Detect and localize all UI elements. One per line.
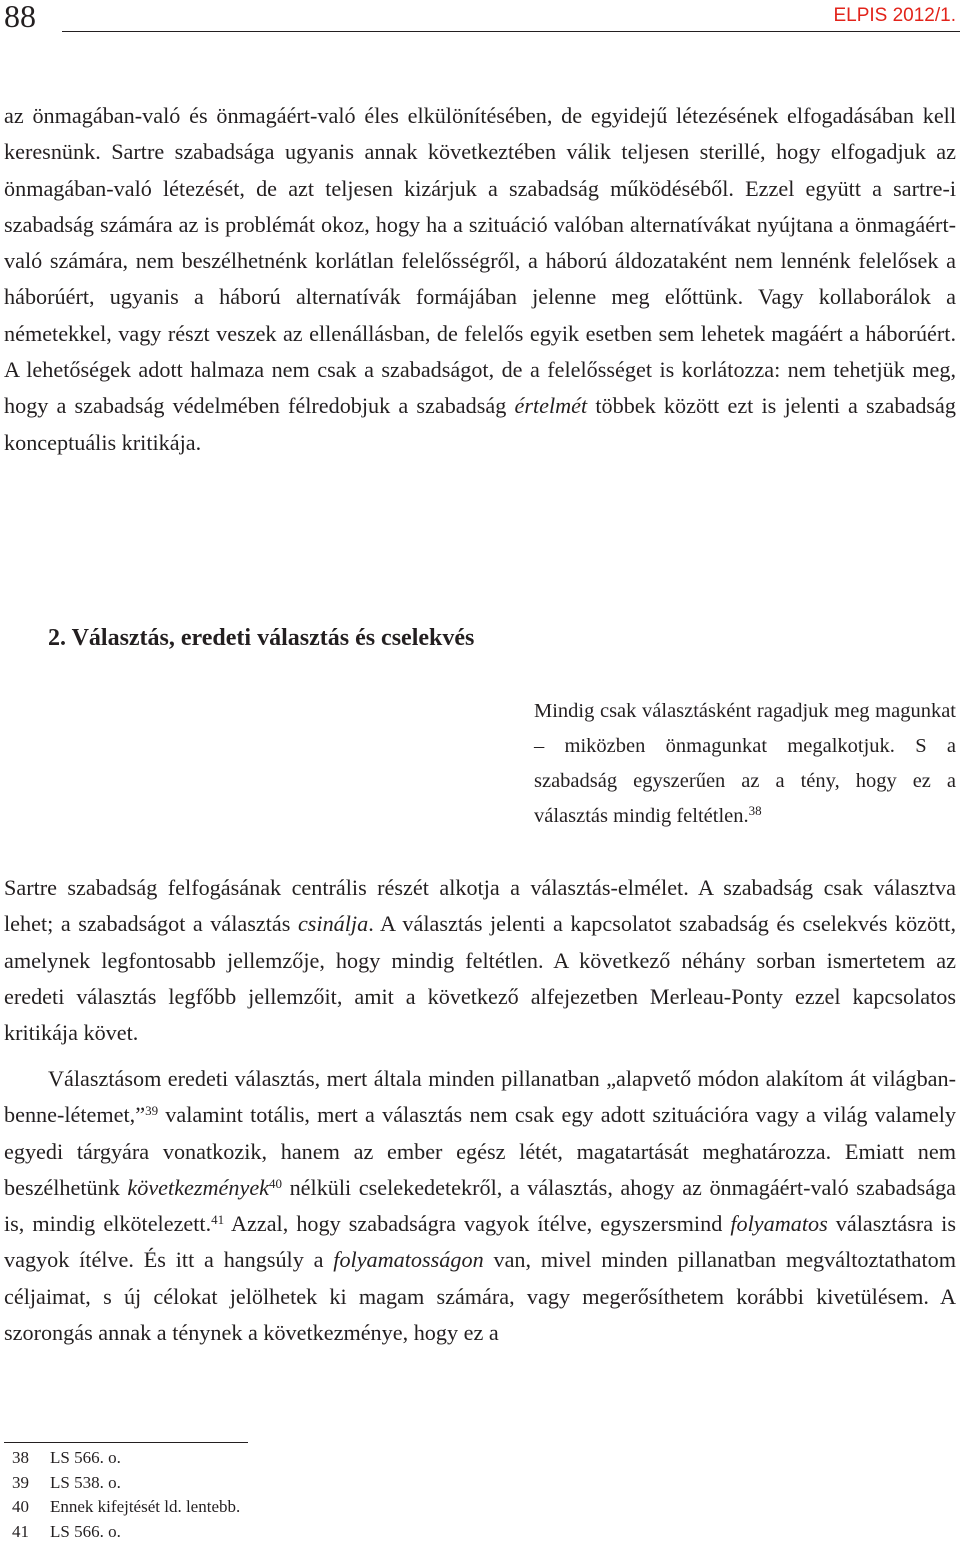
footnote-ref-38: 38 — [749, 803, 762, 818]
paragraph-3-e: választásra is vagyok ítélve. És itt a hangsúly a — [4, 1211, 956, 1272]
paragraph-3-c: nélküli cselekedetekről, a választás, ahogy az önmagáért-való szabadsága is, mindig elkötelezett. — [4, 1175, 956, 1236]
paragraph-3-f: van, mivel minden pillanatban megváltoztathatom céljaimat, s új célokat jelölhetek ki magam számára, vagy megerősíthetem korábbi kivetülésem. A szorongás annak a ténynek a következménye, hogy ez a — [4, 1247, 956, 1345]
paragraph-1-text-end: többek között ezt is jelenti a szabadság konceptuális kritikája. — [4, 393, 956, 454]
page-header — [0, 0, 960, 36]
paragraph-2-a: Sartre szabadság felfogásának centrális részét alkotja a választás-elmélet. A szabadság csak választva lehet; a szabadságot a választás — [4, 875, 956, 936]
footnote-38 — [12, 1446, 612, 1471]
paragraph-2-b: . A választás jelenti a kapcsolatot szabadság és cselekvés között, amelynek legfontosabb jellemzője, hogy mindig feltétlen. A következő néhány sorban ismertetem az eredeti választás legfőbb jellemzőit, amit a következő alfejezetben Merleau-Ponty ezzel kapcsolatos kritikája követ. — [4, 911, 956, 1045]
footnote-number: 40 — [12, 1495, 50, 1520]
footnote-number: 41 — [12, 1520, 50, 1544]
footnote-number: 38 — [12, 1446, 50, 1471]
header-rule — [62, 31, 960, 32]
footnote-41 — [12, 1520, 612, 1544]
paragraph-2-italic: csinálja — [298, 911, 368, 936]
block-quote — [534, 694, 956, 834]
footnote-number: 39 — [12, 1471, 50, 1496]
footnote-text: LS 566. o. — [50, 1520, 121, 1544]
paragraph-3-italic-3: folyamatosságon — [333, 1247, 483, 1272]
footnote-text: LS 566. o. — [50, 1446, 121, 1471]
footnote-text: Ennek kifejtését ld. lentebb. — [50, 1495, 240, 1520]
footnote-text: LS 538. o. — [50, 1471, 121, 1496]
footnotes — [12, 1446, 612, 1544]
paragraph-1-italic: értelmét — [514, 393, 587, 418]
paragraph-3 — [4, 1061, 956, 1351]
footnote-ref-39: 39 — [145, 1103, 158, 1118]
quote-text: Mindig csak választásként ragadjuk meg magunkat – miközben önmagunkat megalkotjuk. S a szabadság egyszerűen az a tény, hogy ez a választás mindig feltétlen. — [534, 700, 956, 827]
footnote-ref-40: 40 — [269, 1176, 282, 1191]
footnote-ref-41: 41 — [211, 1212, 224, 1227]
paragraph-1 — [4, 98, 956, 461]
page-number: 88 — [4, 0, 36, 36]
footnote-40 — [12, 1495, 612, 1520]
section-heading: 2. Választás, eredeti választás és cselekvés — [48, 620, 474, 656]
paragraph-3-italic-2: folyamatos — [730, 1211, 827, 1236]
paragraph-3-a: Választásom eredeti választás, mert általa minden pillanatban „alapvető módon alakítom át világban-benne-létemet,” — [4, 1066, 956, 1127]
journal-title: ELPIS 2012/1. — [833, 4, 956, 28]
paragraph-1-text: az önmagában-való és önmagáért-való éles elkülönítésében, de egyidejű létezésének elfogadásában kell keresnünk. Sartre szabadsága ugyanis annak következtében válik teljesen sterillé, hogy elfogadjuk az önmagában-való létezését, de azt teljesen kizárjuk a szabadság működéséből. Ezzel együtt a sartre-i szabadság számára az is problémát okoz, hogy ha a szituáció valóban alternatívákat nyújtana a önmagáért-való számára, nem beszélhetnénk korlátlan felelősségről, a háború áldozataként nem lennénk felelősek a háborúért, ugyanis a háború alternatívák formájában jelenne meg előttünk. Vagy kollaborálok a németekkel, vagy részt veszek az ellenállásban, de felelős egyik esetben sem lehetek magáért a háborúért. A lehetőségek adott halmaza nem csak a szabadságot, de a felelősséget is korlátozza: nem tehetjük meg, hogy a szabadság védelmében félredobjuk a szabadság — [4, 103, 956, 418]
footnote-rule — [4, 1442, 248, 1443]
paragraph-2 — [4, 870, 956, 1051]
paragraph-3-b: valamint totális, mert a választás nem csak egy adott szituációra vagy a világ valamely egyedi tárgyára vonatkozik, hanem az ember egész létét, magatartását meghatározza. Emiatt nem beszélhetünk — [4, 1102, 956, 1200]
paragraph-3-d: Azzal, hogy szabadságra vagyok ítélve, egyszersmind — [224, 1211, 730, 1236]
paragraph-3-italic-1: következmények — [127, 1175, 269, 1200]
footnote-39 — [12, 1471, 612, 1496]
